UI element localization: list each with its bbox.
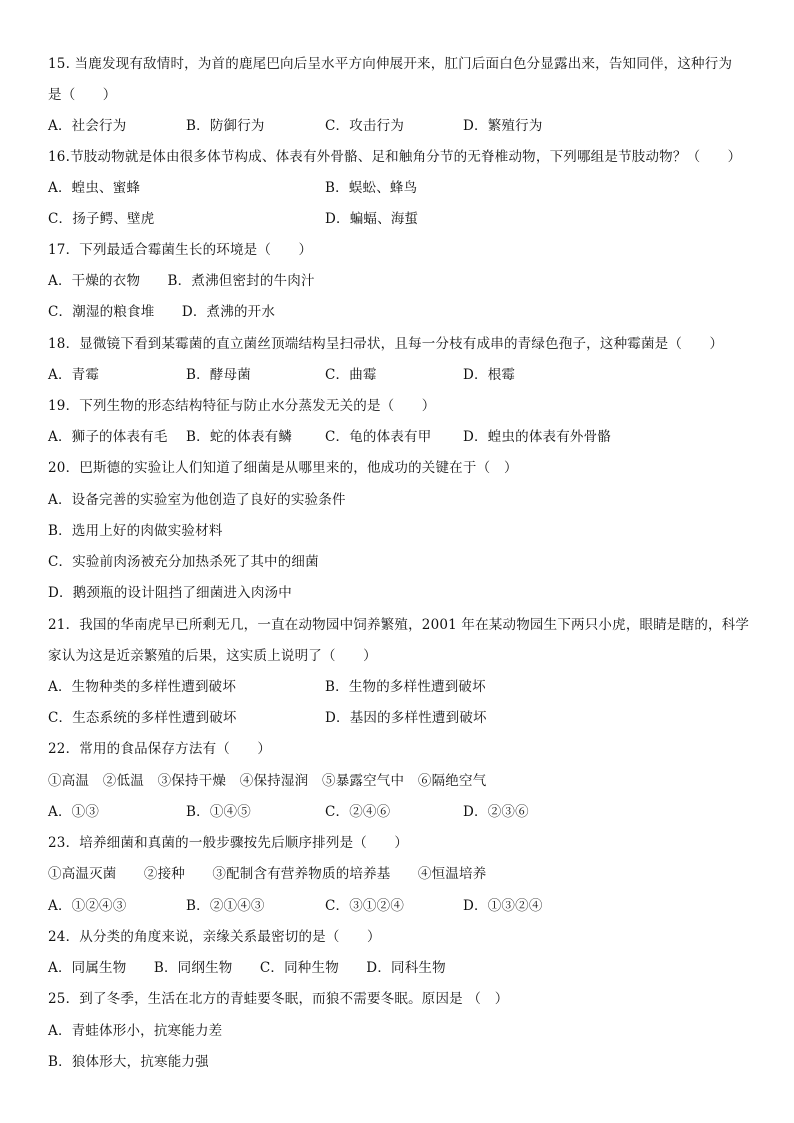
q20-option-d: D．鹅颈瓶的设计阻挡了细菌进入肉汤中 xyxy=(48,585,292,601)
q21-option-c: C．生态系统的多样性遭到破坏 xyxy=(48,710,237,726)
q23-option-b: B．②①④③ xyxy=(186,898,265,914)
q15-stem-line1: 15. 当鹿发现有敌情时，为首的鹿尾巴向后呈水平方向伸展开来，肛门后面白色分显露出来，告知同伴，这种行为 xyxy=(48,56,733,72)
q18-option-c: C．曲霉 xyxy=(325,367,377,383)
q20-option-a: A．设备完善的实验室为他创造了良好的实验条件 xyxy=(48,492,346,508)
q20-option-b: B．选用上好的肉做实验材料 xyxy=(48,523,223,539)
q25-stem: 25．到了冬季，生活在北方的青蛙要冬眠，而狼不需要冬眠。原因是 （ ） xyxy=(48,991,509,1007)
q18-option-a: A．青霉 xyxy=(48,367,100,383)
q17-stem: 17．下列最适合霉菌生长的环境是（ ） xyxy=(48,242,313,258)
q25-option-b: B．狼体形大，抗寒能力强 xyxy=(48,1054,209,1070)
q22-option-d: D．②③⑥ xyxy=(463,804,529,820)
q16-option-b: B．蜈蚣、蜂鸟 xyxy=(325,180,418,196)
q21-stem-line1: 21．我国的华南虎早已所剩无几，一直在动物园中饲养繁殖，2001 年在某动物园生下两只小虎，眼睛是瞎的，科学 xyxy=(48,617,750,633)
q21-option-d: D．基因的多样性遭到破坏 xyxy=(325,710,487,726)
q17-options-cd: C．潮湿的粮食堆 D．煮沸的开水 xyxy=(48,304,276,320)
q16-option-a: A．蝗虫、蜜蜂 xyxy=(48,180,141,196)
q22-option-c: C．②④⑥ xyxy=(325,804,391,820)
q21-stem-line2: 家认为这是近亲繁殖的后果，这实质上说明了（ ） xyxy=(48,648,377,664)
q21-option-b: B．生物的多样性遭到破坏 xyxy=(325,679,486,695)
q23-option-c: C．③①②④ xyxy=(325,898,405,914)
q19-option-a: A．狮子的体表有毛 xyxy=(48,429,168,445)
q15-stem-line2: 是（ ） xyxy=(48,87,117,103)
q20-option-c: C．实验前肉汤被充分加热杀死了其中的细菌 xyxy=(48,554,319,570)
q19-option-c: C．龟的体表有甲 xyxy=(325,429,432,445)
q23-option-a: A．①②④③ xyxy=(48,898,127,914)
q16-option-c: C．扬子鳄、壁虎 xyxy=(48,211,155,227)
q18-option-b: B．酵母菌 xyxy=(186,367,251,383)
q15-option-b: B．防御行为 xyxy=(186,118,265,134)
q22-option-b: B．①④⑤ xyxy=(186,804,251,820)
q23-stem: 23．培养细菌和真菌的一般步骤按先后顺序排列是（ ） xyxy=(48,835,409,851)
q18-option-d: D．根霉 xyxy=(463,367,516,383)
q15-option-a: A．社会行为 xyxy=(48,118,127,134)
q22-items: ①高温 ②低温 ③保持干燥 ④保持湿润 ⑤暴露空气中 ⑥隔绝空气 xyxy=(48,773,487,789)
q15-option-d: D．繁殖行为 xyxy=(463,118,543,134)
q20-stem: 20．巴斯德的实验让人们知道了细菌是从哪里来的，他成功的关键在于（ ） xyxy=(48,460,518,476)
q23-items: ①高温灭菌 ②接种 ③配制含有营养物质的培养基 ④恒温培养 xyxy=(48,866,487,882)
q16-option-d: D．蝙蝠、海蜇 xyxy=(325,211,419,227)
q19-option-d: D．蝗虫的体表有外骨骼 xyxy=(463,429,612,445)
q22-option-a: A．①③ xyxy=(48,804,100,820)
q25-option-a: A．青蛙体形小，抗寒能力差 xyxy=(48,1023,223,1039)
q24-options: A．同属生物 B．同纲生物 C．同种生物 D．同科生物 xyxy=(48,960,446,976)
q17-options-ab: A．干燥的衣物 B．煮沸但密封的牛肉汁 xyxy=(48,273,315,289)
q24-stem: 24．从分类的角度来说，亲缘关系最密切的是（ ） xyxy=(48,929,381,945)
q19-stem: 19．下列生物的形态结构特征与防止水分蒸发无关的是（ ） xyxy=(48,398,436,414)
q19-option-b: B．蛇的体表有鳞 xyxy=(186,429,293,445)
q16-stem: 16.节肢动物就是体由很多体节构成、体表有外骨骼、足和触角分节的无脊椎动物，下列哪组是节肢动物？（ ） xyxy=(48,149,742,165)
q18-stem: 18．显微镜下看到某霉菌的直立菌丝顶端结构呈扫帚状，且每一分枝有成串的青绿色孢子，这种霉菌是（ ） xyxy=(48,336,724,352)
q21-option-a: A．生物种类的多样性遭到破坏 xyxy=(48,679,237,695)
q15-option-c: C．攻击行为 xyxy=(325,118,405,134)
q22-stem: 22．常用的食品保存方法有（ ） xyxy=(48,741,272,757)
q23-option-d: D．①③②④ xyxy=(463,898,543,914)
